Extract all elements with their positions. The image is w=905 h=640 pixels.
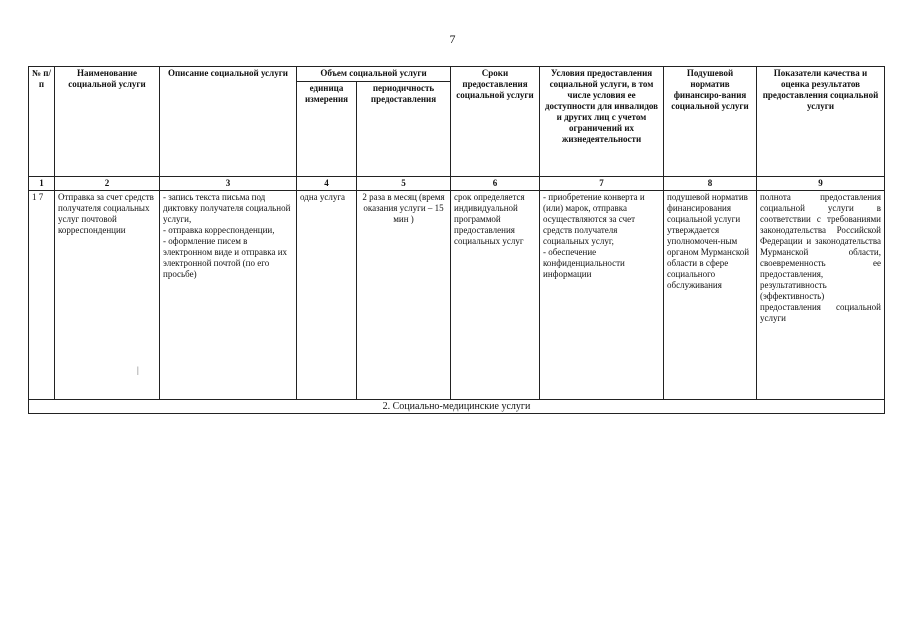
margin-mark: | [137, 365, 139, 375]
header-periodicity: периодичность предоставления [357, 82, 451, 177]
header-indicators: Показатели качества и оценка результатов предоставления социальной услуги [757, 67, 885, 177]
header-terms: Сроки предоставления социальной услуги [451, 67, 540, 177]
row-number: 1 7 [29, 191, 55, 400]
service-description: - запись текста письма под диктовку получателя социальной услуги, - отправка корреспонденции, - оформление писем в электронном виде и отправка их электронной почтой (по его просьбе) [160, 191, 297, 400]
section-title: 2. Социально-медицинские услуги [29, 400, 885, 414]
header-description: Описание социальной услуги [160, 67, 297, 177]
column-number: 1 [29, 177, 55, 191]
column-number: 5 [357, 177, 451, 191]
service-terms: срок определяется индивидуальной программой предоставления социальных услуг [451, 191, 540, 400]
service-name-cell [55, 191, 160, 400]
service-conditions: - приобретение конверта и (или) марок, отправка осуществляются за счет средств получателя социальных услуг, - обеспечение конфиденциальности информации [540, 191, 664, 400]
volume-unit: одна услуга [297, 191, 357, 400]
header-norm: Подушевой норматив финансиро-вания социальной услуги [664, 67, 757, 177]
header-name: Наименование социальной услуги [55, 67, 160, 177]
header-num: № п/п [29, 67, 55, 177]
service-name: Отправка за счет средств получателя социальных услуг почтовой корреспонденции [58, 192, 154, 235]
header-conditions: Условия предоставления социальной услуги, в том числе условия ее доступности для инвалидов и других лиц с учетом ограничений их жизнедеятельности [540, 67, 664, 177]
column-number: 2 [55, 177, 160, 191]
column-number: 7 [540, 177, 664, 191]
periodicity: 2 раза в месяц (время оказания услуги – 15 мин ) [357, 191, 451, 400]
header-volume: Объем социальной услуги [297, 67, 451, 82]
column-number: 4 [297, 177, 357, 191]
column-number: 9 [757, 177, 885, 191]
financing-norm: подушевой норматив финансирования социальной услуги утверждается уполномочен-ным органом Мурманской области в сфере социального обслуживания [664, 191, 757, 400]
header-unit: единица измерения [297, 82, 357, 177]
services-table [28, 66, 885, 414]
column-number: 3 [160, 177, 297, 191]
column-number-row [29, 177, 885, 191]
table-row [29, 191, 885, 400]
column-number: 6 [451, 177, 540, 191]
page-number: 7 [449, 32, 456, 46]
quality-indicators: полнота предоставления социальной услуги в соответствии с требованиями законодательства Российской Федерации и законодательства Мурманской области, своевременность ее предоставления, результативность (эффективность) предоставления социальной услуги [757, 191, 885, 400]
column-number: 8 [664, 177, 757, 191]
